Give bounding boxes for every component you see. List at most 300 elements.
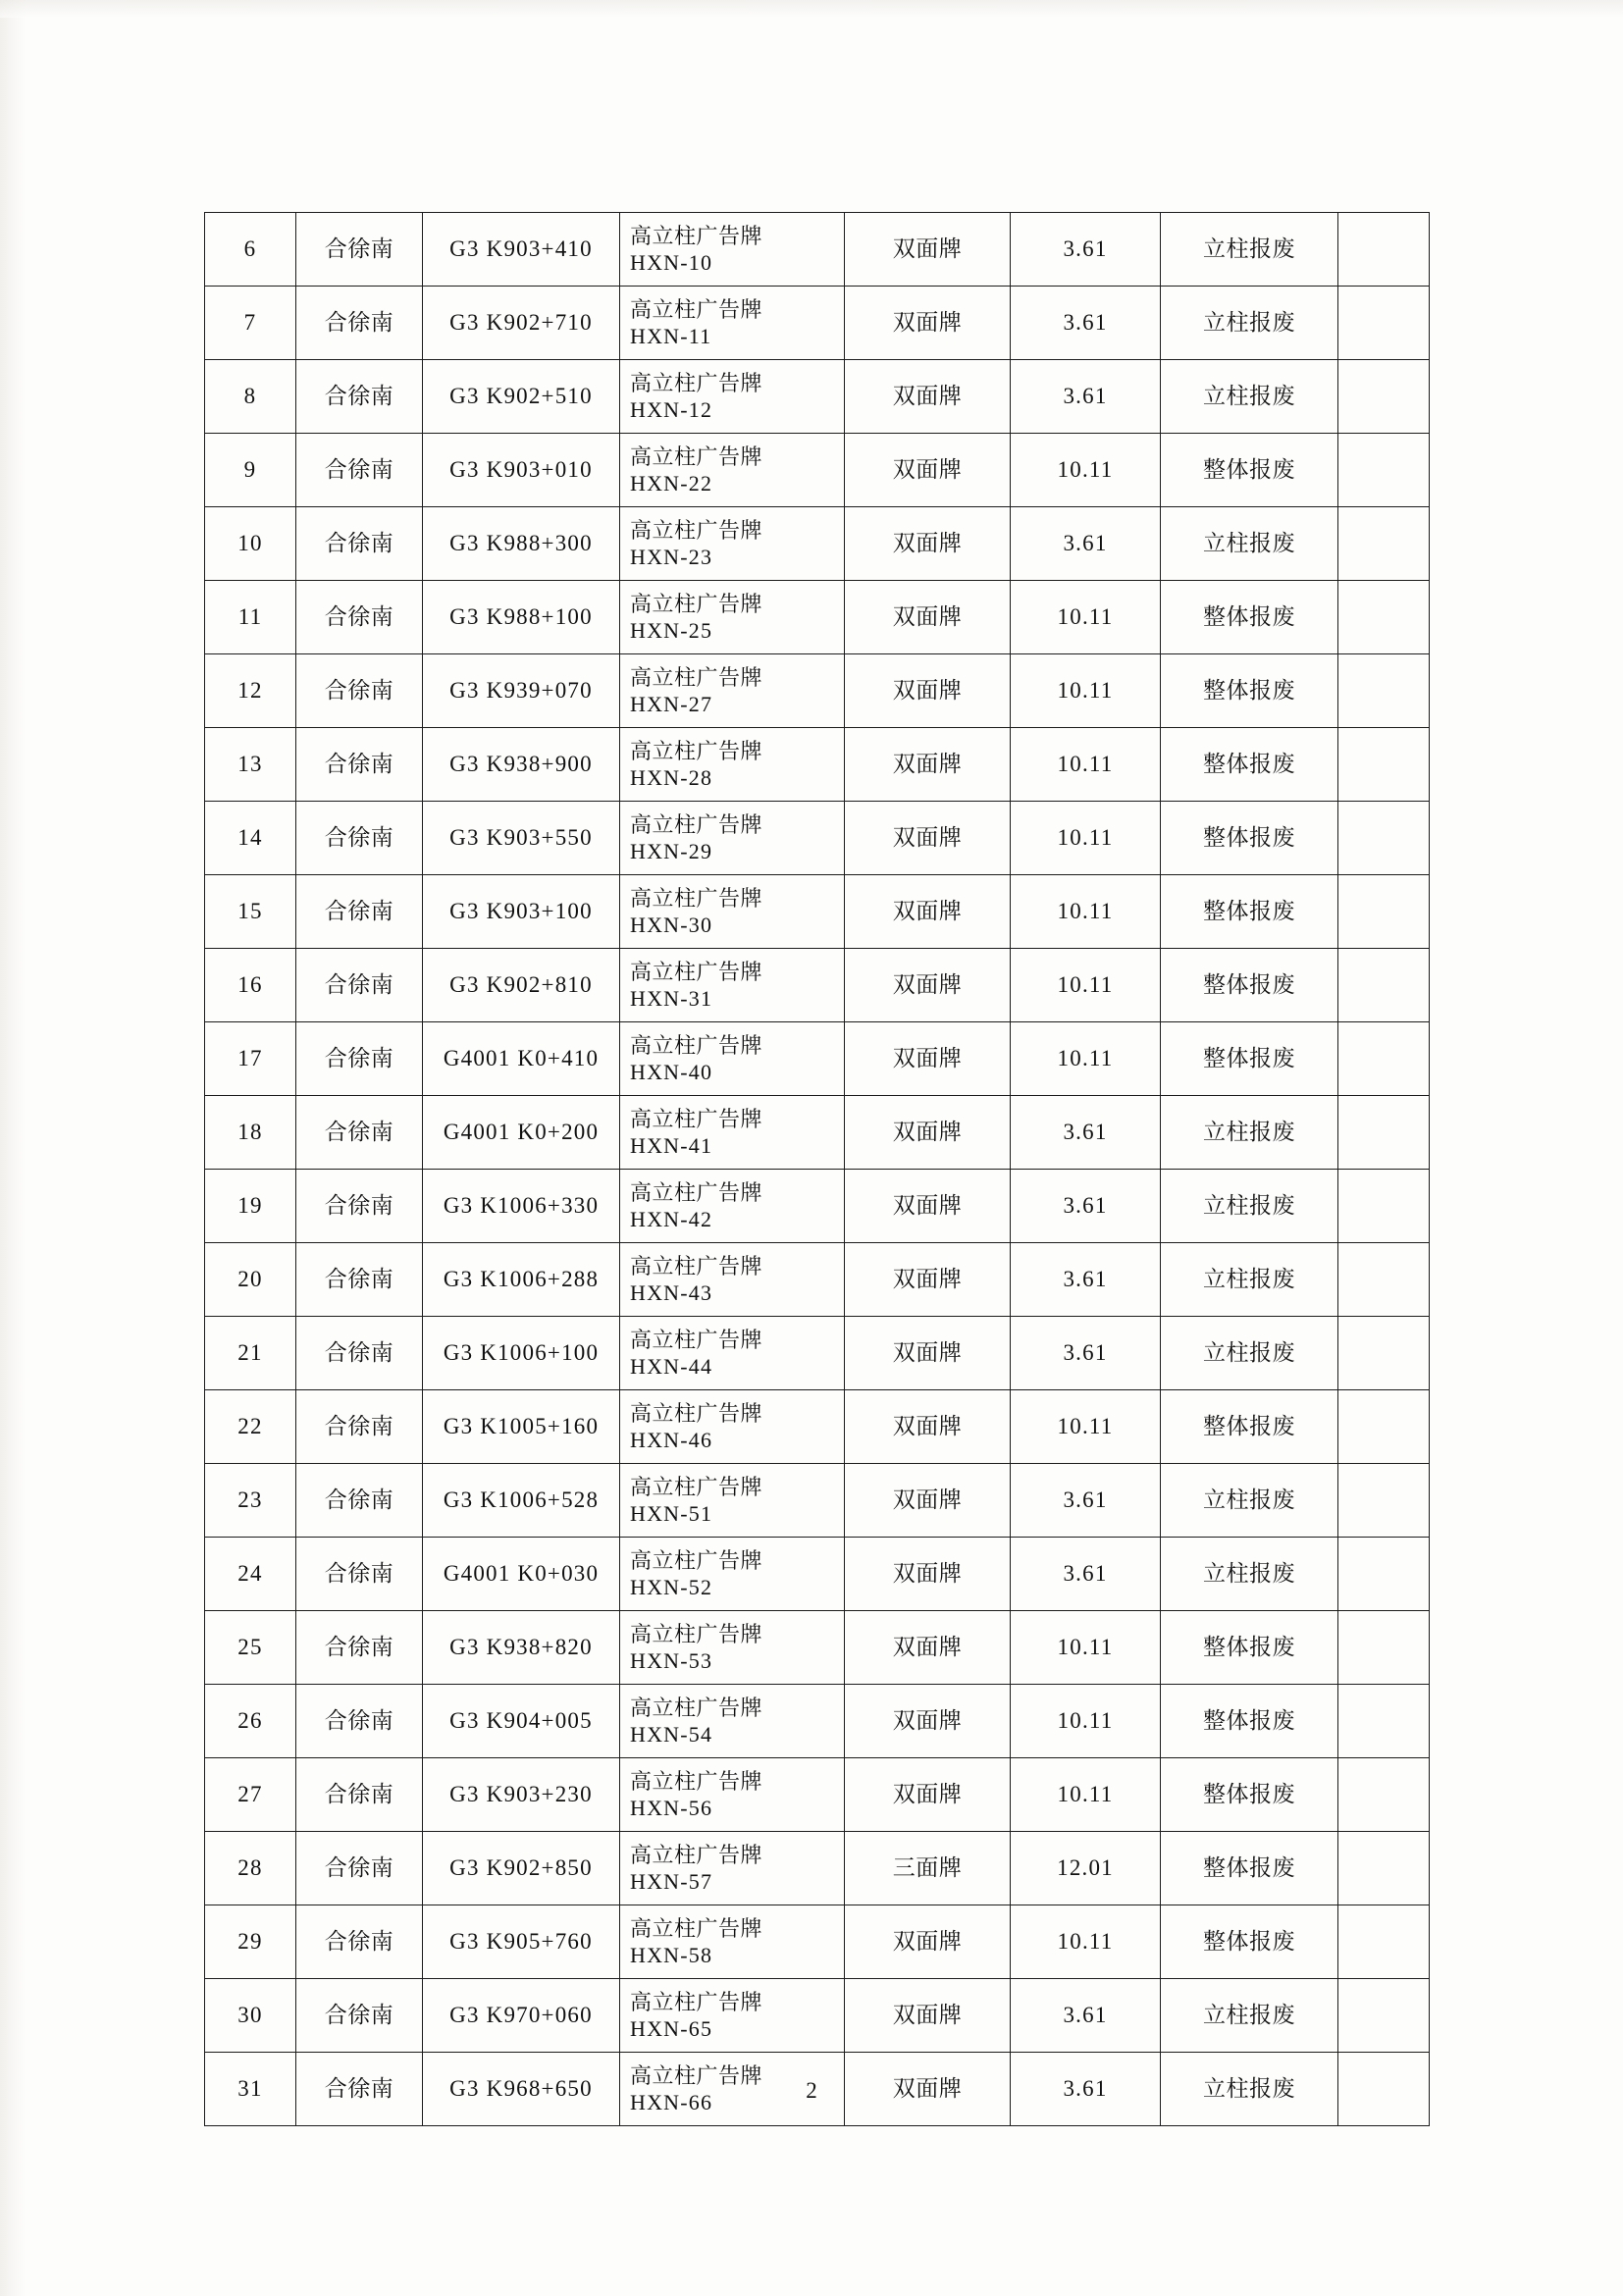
board-name-wrap — [620, 1764, 844, 1826]
cell-disposal-status-text: 立柱报废 — [1203, 236, 1295, 262]
cell-index-text: 18 — [237, 1120, 263, 1145]
cell-index — [205, 434, 296, 507]
board-name-label: 高立柱广告牌 — [630, 1989, 763, 2014]
table-row — [205, 949, 1430, 1022]
cell-road-section — [296, 1243, 423, 1317]
cell-board-type — [845, 1905, 1011, 1979]
cell-disposal-status — [1161, 1390, 1338, 1464]
cell-area-text: 10.11 — [1057, 604, 1114, 630]
board-name-wrap — [620, 660, 844, 722]
board-name-code: HXN-23 — [630, 545, 713, 569]
cell-remark — [1338, 949, 1430, 1022]
cell-stake-number — [423, 875, 620, 949]
cell-disposal-status-text: 立柱报废 — [1203, 1487, 1295, 1513]
board-name-code: HXN-53 — [630, 1648, 713, 1673]
cell-board-type — [845, 728, 1011, 802]
cell-board-type — [845, 434, 1011, 507]
cell-area-text: 10.11 — [1057, 752, 1114, 777]
cell-board-name — [620, 1022, 845, 1096]
cell-stake-number — [423, 287, 620, 360]
cell-remark — [1338, 1317, 1430, 1390]
cell-remark — [1338, 1538, 1430, 1611]
table-row — [205, 213, 1430, 287]
cell-road-section — [296, 654, 423, 728]
cell-disposal-status — [1161, 360, 1338, 434]
cell-area-text: 10.11 — [1057, 1046, 1114, 1071]
cell-area — [1011, 1022, 1161, 1096]
cell-area-text: 10.11 — [1057, 1708, 1114, 1734]
board-name-wrap — [620, 1470, 844, 1532]
cell-area-text: 3.61 — [1063, 1120, 1108, 1145]
cell-board-type-text: 双面牌 — [892, 236, 963, 262]
cell-board-type-text: 双面牌 — [892, 2076, 963, 2102]
cell-index — [205, 213, 296, 287]
cell-road-section-text: 合徐南 — [324, 1120, 394, 1145]
cell-index — [205, 1832, 296, 1905]
cell-board-type-text: 双面牌 — [892, 1782, 963, 1807]
cell-area — [1011, 1243, 1161, 1317]
cell-area — [1011, 581, 1161, 654]
table-row — [205, 802, 1430, 875]
board-name-label: 高立柱广告牌 — [630, 1327, 763, 1352]
cell-road-section-text: 合徐南 — [324, 604, 394, 630]
cell-disposal-status — [1161, 802, 1338, 875]
board-name-code: HXN-66 — [630, 2090, 713, 2114]
cell-remark — [1338, 875, 1430, 949]
cell-road-section — [296, 213, 423, 287]
cell-disposal-status — [1161, 213, 1338, 287]
table-row — [205, 1170, 1430, 1243]
cell-remark — [1338, 728, 1430, 802]
board-name-label: 高立柱广告牌 — [630, 1400, 763, 1426]
cell-road-section-text: 合徐南 — [324, 972, 394, 998]
cell-stake-number-text: G3 K903+410 — [449, 236, 593, 262]
cell-index-text: 25 — [237, 1635, 263, 1660]
cell-disposal-status-text: 整体报废 — [1203, 457, 1295, 483]
cell-board-type-text: 双面牌 — [892, 1267, 963, 1292]
cell-board-name — [620, 1758, 845, 1832]
cell-disposal-status — [1161, 1611, 1338, 1685]
cell-area-text: 3.61 — [1063, 1487, 1108, 1513]
cell-board-type-text: 双面牌 — [892, 310, 963, 336]
board-name-code: HXN-42 — [630, 1207, 713, 1231]
board-name-code: HXN-30 — [630, 913, 713, 937]
table-row — [205, 1979, 1430, 2053]
cell-disposal-status-text: 立柱报废 — [1203, 1267, 1295, 1292]
cell-disposal-status — [1161, 1170, 1338, 1243]
cell-board-name — [620, 802, 845, 875]
cell-road-section — [296, 581, 423, 654]
board-name-label: 高立柱广告牌 — [630, 370, 763, 395]
cell-disposal-status — [1161, 1096, 1338, 1170]
cell-road-section — [296, 1317, 423, 1390]
cell-index — [205, 1611, 296, 1685]
cell-stake-number-text: G3 K1005+160 — [443, 1414, 600, 1439]
board-name-label: 高立柱广告牌 — [630, 517, 763, 543]
cell-disposal-status-text: 立柱报废 — [1203, 2076, 1295, 2102]
cell-board-type-text: 双面牌 — [892, 1561, 963, 1587]
cell-stake-number-text: G3 K902+850 — [449, 1855, 593, 1881]
cell-area — [1011, 1317, 1161, 1390]
cell-index-text: 20 — [237, 1267, 263, 1292]
cell-road-section-text: 合徐南 — [324, 1193, 394, 1219]
cell-stake-number — [423, 1170, 620, 1243]
board-name-label: 高立柱广告牌 — [630, 664, 763, 690]
cell-area-text: 10.11 — [1057, 1929, 1114, 1955]
board-name-wrap — [620, 1028, 844, 1090]
table-row — [205, 360, 1430, 434]
cell-road-section-text: 合徐南 — [324, 457, 394, 483]
cell-road-section-text: 合徐南 — [324, 236, 394, 262]
cell-index — [205, 1317, 296, 1390]
cell-stake-number — [423, 1979, 620, 2053]
board-name-wrap — [620, 881, 844, 943]
cell-index-text: 24 — [237, 1561, 263, 1587]
cell-road-section-text: 合徐南 — [324, 1929, 394, 1955]
board-name-wrap — [620, 1691, 844, 1752]
cell-stake-number — [423, 802, 620, 875]
cell-board-type — [845, 1685, 1011, 1758]
cell-remark — [1338, 213, 1430, 287]
cell-disposal-status-text: 整体报废 — [1203, 1414, 1295, 1439]
cell-area-text: 3.61 — [1063, 2003, 1108, 2028]
cell-road-section — [296, 1096, 423, 1170]
cell-road-section-text: 合徐南 — [324, 310, 394, 336]
cell-disposal-status-text: 整体报废 — [1203, 1929, 1295, 1955]
cell-stake-number — [423, 1464, 620, 1538]
cell-road-section-text: 合徐南 — [324, 1855, 394, 1881]
cell-index — [205, 581, 296, 654]
board-name-code: HXN-56 — [630, 1796, 713, 1820]
board-name-code: HXN-43 — [630, 1280, 713, 1305]
cell-stake-number-text: G3 K902+510 — [449, 384, 593, 409]
table-row — [205, 287, 1430, 360]
cell-board-name — [620, 1317, 845, 1390]
cell-board-type-text: 双面牌 — [892, 1193, 963, 1219]
table-row — [205, 875, 1430, 949]
cell-stake-number — [423, 581, 620, 654]
cell-board-name — [620, 507, 845, 581]
cell-index — [205, 1243, 296, 1317]
cell-disposal-status-text: 整体报废 — [1203, 1046, 1295, 1071]
cell-stake-number-text: G3 K902+710 — [449, 310, 593, 336]
board-name-code: HXN-52 — [630, 1575, 713, 1599]
table-row — [205, 1611, 1430, 1685]
cell-area — [1011, 1979, 1161, 2053]
cell-board-type — [845, 287, 1011, 360]
cell-index — [205, 1464, 296, 1538]
cell-board-name — [620, 1243, 845, 1317]
cell-board-type-text: 双面牌 — [892, 1487, 963, 1513]
cell-road-section — [296, 1538, 423, 1611]
board-name-label: 高立柱广告牌 — [630, 1253, 763, 1278]
table-row — [205, 507, 1430, 581]
board-name-wrap — [620, 955, 844, 1017]
cell-area — [1011, 1905, 1161, 1979]
cell-remark — [1338, 1685, 1430, 1758]
cell-area-text: 3.61 — [1063, 1340, 1108, 1366]
board-name-code: HXN-31 — [630, 986, 713, 1011]
cell-board-name — [620, 1390, 845, 1464]
board-name-wrap — [620, 1323, 844, 1384]
cell-index — [205, 1905, 296, 1979]
cell-index-text: 12 — [237, 678, 263, 704]
cell-stake-number — [423, 1390, 620, 1464]
cell-board-name — [620, 1096, 845, 1170]
board-name-wrap — [620, 513, 844, 575]
cell-area — [1011, 287, 1161, 360]
cell-disposal-status — [1161, 1538, 1338, 1611]
board-name-code: HXN-46 — [630, 1428, 713, 1452]
cell-board-name — [620, 1464, 845, 1538]
cell-disposal-status — [1161, 1685, 1338, 1758]
board-name-label: 高立柱广告牌 — [630, 1547, 763, 1573]
cell-disposal-status — [1161, 434, 1338, 507]
cell-remark — [1338, 1611, 1430, 1685]
board-name-code: HXN-11 — [630, 324, 712, 348]
cell-area — [1011, 1096, 1161, 1170]
cell-road-section — [296, 287, 423, 360]
cell-board-type — [845, 1317, 1011, 1390]
board-name-label: 高立柱广告牌 — [630, 1695, 763, 1720]
table-row — [205, 1832, 1430, 1905]
cell-index-text: 7 — [243, 310, 257, 336]
cell-road-section — [296, 1979, 423, 2053]
cell-index-text: 11 — [237, 604, 263, 630]
cell-index-text: 10 — [237, 531, 263, 556]
cell-area-text: 3.61 — [1063, 1267, 1108, 1292]
cell-stake-number-text: G3 K988+300 — [449, 531, 593, 556]
board-name-label: 高立柱广告牌 — [630, 1768, 763, 1794]
page-number: 2 — [806, 2078, 817, 2103]
table-row — [205, 581, 1430, 654]
cell-stake-number-text: G3 K968+650 — [449, 2076, 593, 2102]
cell-area-text: 10.11 — [1057, 1414, 1114, 1439]
cell-index-text: 26 — [237, 1708, 263, 1734]
cell-road-section-text: 合徐南 — [324, 899, 394, 924]
cell-stake-number-text: G3 K988+100 — [449, 604, 593, 630]
cell-index — [205, 949, 296, 1022]
cell-road-section — [296, 1022, 423, 1096]
cell-road-section — [296, 507, 423, 581]
cell-board-type-text: 双面牌 — [892, 1340, 963, 1366]
cell-area — [1011, 1538, 1161, 1611]
cell-board-name — [620, 287, 845, 360]
cell-index-text: 8 — [243, 384, 257, 409]
cell-road-section — [296, 1685, 423, 1758]
cell-board-type — [845, 1464, 1011, 1538]
cell-area-text: 3.61 — [1063, 531, 1108, 556]
cell-disposal-status-text: 整体报废 — [1203, 899, 1295, 924]
cell-board-type-text: 双面牌 — [892, 972, 963, 998]
cell-index-text: 31 — [237, 2076, 263, 2102]
cell-board-type — [845, 1170, 1011, 1243]
scan-edge-top — [0, 0, 1623, 18]
cell-index-text: 29 — [237, 1929, 263, 1955]
board-name-code: HXN-40 — [630, 1060, 713, 1084]
cell-board-type-text: 双面牌 — [892, 1929, 963, 1955]
board-name-label: 高立柱广告牌 — [630, 1474, 763, 1499]
cell-disposal-status-text: 整体报废 — [1203, 1708, 1295, 1734]
cell-area — [1011, 1390, 1161, 1464]
board-name-code: HXN-54 — [630, 1722, 713, 1747]
cell-board-name — [620, 360, 845, 434]
cell-area-text: 3.61 — [1063, 310, 1108, 336]
board-name-label: 高立柱广告牌 — [630, 1032, 763, 1058]
table-row — [205, 1243, 1430, 1317]
cell-stake-number — [423, 1317, 620, 1390]
board-name-label: 高立柱广告牌 — [630, 1842, 763, 1867]
board-name-code: HXN-41 — [630, 1133, 713, 1158]
cell-stake-number — [423, 728, 620, 802]
cell-road-section — [296, 1905, 423, 1979]
cell-board-type-text: 双面牌 — [892, 604, 963, 630]
cell-stake-number — [423, 1832, 620, 1905]
board-name-code: HXN-44 — [630, 1354, 713, 1379]
board-name-wrap — [620, 1838, 844, 1900]
board-name-label: 高立柱广告牌 — [630, 444, 763, 469]
cell-board-type-text: 双面牌 — [892, 1635, 963, 1660]
cell-road-section-text: 合徐南 — [324, 1487, 394, 1513]
cell-index — [205, 654, 296, 728]
table-body — [205, 213, 1430, 2126]
cell-board-name — [620, 1538, 845, 1611]
cell-board-type-text: 双面牌 — [892, 899, 963, 924]
board-name-label: 高立柱广告牌 — [630, 885, 763, 911]
cell-area — [1011, 1758, 1161, 1832]
cell-index — [205, 1758, 296, 1832]
cell-index — [205, 1022, 296, 1096]
cell-stake-number — [423, 213, 620, 287]
cell-disposal-status-text: 立柱报废 — [1203, 2003, 1295, 2028]
cell-disposal-status-text: 整体报废 — [1203, 825, 1295, 851]
cell-board-type — [845, 581, 1011, 654]
cell-board-type — [845, 1538, 1011, 1611]
cell-board-type — [845, 802, 1011, 875]
cell-disposal-status-text: 立柱报废 — [1203, 531, 1295, 556]
cell-remark — [1338, 1758, 1430, 1832]
cell-stake-number — [423, 1905, 620, 1979]
cell-disposal-status-text: 整体报废 — [1203, 604, 1295, 630]
cell-stake-number — [423, 1685, 620, 1758]
cell-road-section — [296, 1390, 423, 1464]
cell-remark — [1338, 581, 1430, 654]
cell-index — [205, 287, 296, 360]
cell-area-text: 12.01 — [1057, 1855, 1114, 1881]
cell-area-text: 3.61 — [1063, 384, 1108, 409]
cell-remark — [1338, 1390, 1430, 1464]
cell-road-section-text: 合徐南 — [324, 1046, 394, 1071]
cell-stake-number-text: G3 K1006+330 — [443, 1193, 600, 1219]
cell-stake-number — [423, 507, 620, 581]
cell-remark — [1338, 1832, 1430, 1905]
cell-area-text: 3.61 — [1063, 1561, 1108, 1587]
board-name-wrap — [620, 1102, 844, 1164]
board-name-wrap — [620, 219, 844, 281]
board-name-code: HXN-28 — [630, 765, 713, 790]
cell-board-type-text: 双面牌 — [892, 457, 963, 483]
cell-board-type — [845, 1243, 1011, 1317]
cell-index — [205, 802, 296, 875]
board-name-code: HXN-25 — [630, 618, 713, 643]
cell-remark — [1338, 360, 1430, 434]
cell-road-section-text: 合徐南 — [324, 1414, 394, 1439]
table-container — [204, 212, 1421, 2126]
cell-area-text: 3.61 — [1063, 2076, 1108, 2102]
cell-stake-number — [423, 1538, 620, 1611]
board-name-wrap — [620, 587, 844, 649]
cell-board-type-text: 双面牌 — [892, 678, 963, 704]
cell-index-text: 27 — [237, 1782, 263, 1807]
table-row — [205, 1464, 1430, 1538]
cell-index-text: 15 — [237, 899, 263, 924]
table-row — [205, 728, 1430, 802]
cell-index — [205, 360, 296, 434]
cell-index — [205, 1538, 296, 1611]
cell-area — [1011, 1832, 1161, 1905]
board-name-wrap — [620, 1175, 844, 1237]
cell-board-type-text: 双面牌 — [892, 1414, 963, 1439]
board-name-wrap — [620, 1617, 844, 1679]
cell-index-text: 22 — [237, 1414, 263, 1439]
board-name-code: HXN-29 — [630, 839, 713, 863]
cell-board-type-text: 双面牌 — [892, 531, 963, 556]
cell-road-section — [296, 1464, 423, 1538]
cell-board-name — [620, 949, 845, 1022]
cell-road-section-text: 合徐南 — [324, 825, 394, 851]
cell-road-section-text: 合徐南 — [324, 1782, 394, 1807]
cell-area-text: 10.11 — [1057, 972, 1114, 998]
cell-index-text: 23 — [237, 1487, 263, 1513]
cell-disposal-status — [1161, 581, 1338, 654]
cell-board-name — [620, 728, 845, 802]
cell-disposal-status-text: 立柱报废 — [1203, 1561, 1295, 1587]
cell-area — [1011, 507, 1161, 581]
cell-board-type — [845, 1022, 1011, 1096]
cell-road-section — [296, 1832, 423, 1905]
cell-remark — [1338, 434, 1430, 507]
cell-board-name — [620, 875, 845, 949]
cell-board-name — [620, 1905, 845, 1979]
cell-disposal-status — [1161, 1832, 1338, 1905]
board-name-code: HXN-65 — [630, 2016, 713, 2041]
cell-board-type-text: 双面牌 — [892, 2003, 963, 2028]
cell-road-section — [296, 1170, 423, 1243]
table-row — [205, 1317, 1430, 1390]
cell-board-type — [845, 507, 1011, 581]
cell-stake-number — [423, 949, 620, 1022]
cell-board-type — [845, 213, 1011, 287]
cell-stake-number-text: G3 K938+820 — [449, 1635, 593, 1660]
cell-board-type — [845, 1979, 1011, 2053]
board-name-code: HXN-22 — [630, 471, 713, 496]
cell-board-type — [845, 1832, 1011, 1905]
board-name-label: 高立柱广告牌 — [630, 1621, 763, 1646]
cell-index — [205, 1979, 296, 2053]
cell-index — [205, 875, 296, 949]
board-name-code: HXN-27 — [630, 692, 713, 716]
cell-area — [1011, 360, 1161, 434]
board-name-label: 高立柱广告牌 — [630, 296, 763, 322]
cell-stake-number-text: G4001 K0+410 — [443, 1046, 600, 1071]
cell-remark — [1338, 1905, 1430, 1979]
cell-stake-number — [423, 1758, 620, 1832]
board-name-label: 高立柱广告牌 — [630, 1106, 763, 1131]
cell-area — [1011, 654, 1161, 728]
cell-index-text: 6 — [243, 236, 257, 262]
cell-stake-number — [423, 434, 620, 507]
cell-remark — [1338, 507, 1430, 581]
